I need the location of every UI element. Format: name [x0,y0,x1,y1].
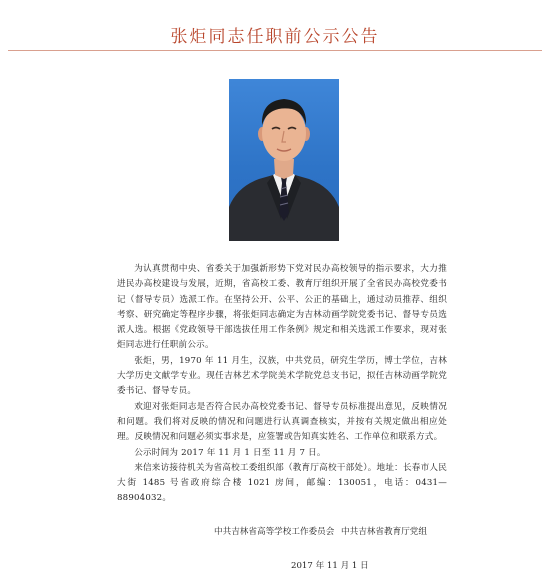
title-divider [8,50,542,51]
paragraph-feedback: 欢迎对张炬同志是否符合民办高校党委书记、督导专员标准提出意见，反映情况和问题。我们将对反映的情况和问题进行认真调查核实，并按有关规定做出相应处理。反映情况和问题必须实事求是，应签署或告知真实姓名、工作单位和联系方式。 [117,401,447,443]
page-title: 张炬同志任职前公示公告 [170,27,380,47]
paragraph-intro: 为认真贯彻中央、省委关于加强新形势下党对民办高校领导的指示要求，大力推进民办高校建设与发展，近期，省高校工委、教育厅组织开展了全省民办高校党委书记（督导专员）选派工作。在坚持公开、公平、公正的基础上，通过动员推荐、组织考察、研究确定等程序步骤，将张炬同志确定为吉林动画学院党委书记、督导专员选派人选。根据《党政领导干部选拔任用工作条例》规定和相关选派工作要求，现对张炬同志进行任职前公示。 [117,264,447,351]
issuing-organizations: 中共吉林省高等学校工作委员会 中共吉林省教育厅党组 [214,527,427,537]
announcement-body [117,262,447,507]
portrait-photo [229,79,339,241]
paragraph-period: 公示时间为 2017 年 11 月 1 日至 11 月 7 日。 [134,447,326,458]
paragraph-profile: 张炬，男，1970 年 11 月生，汉族，中共党员，研究生学历，博士学位，吉林大学历史文献学专业。现任吉林艺术学院美术学院党总支书记，拟任吉林动画学院党委书记、督导专员。 [117,355,447,397]
paragraph-contact: 来信来访接待机关为省高校工委组织部（教育厅高校干部处）。地址：长春市人民大街 1485 号省政府综合楼 1021 房间，邮编：130051，电话：0431—88904032。 [117,462,447,504]
portrait-illustration [229,79,339,241]
issue-date: 2017 年 11 月 1 日 [291,561,369,571]
